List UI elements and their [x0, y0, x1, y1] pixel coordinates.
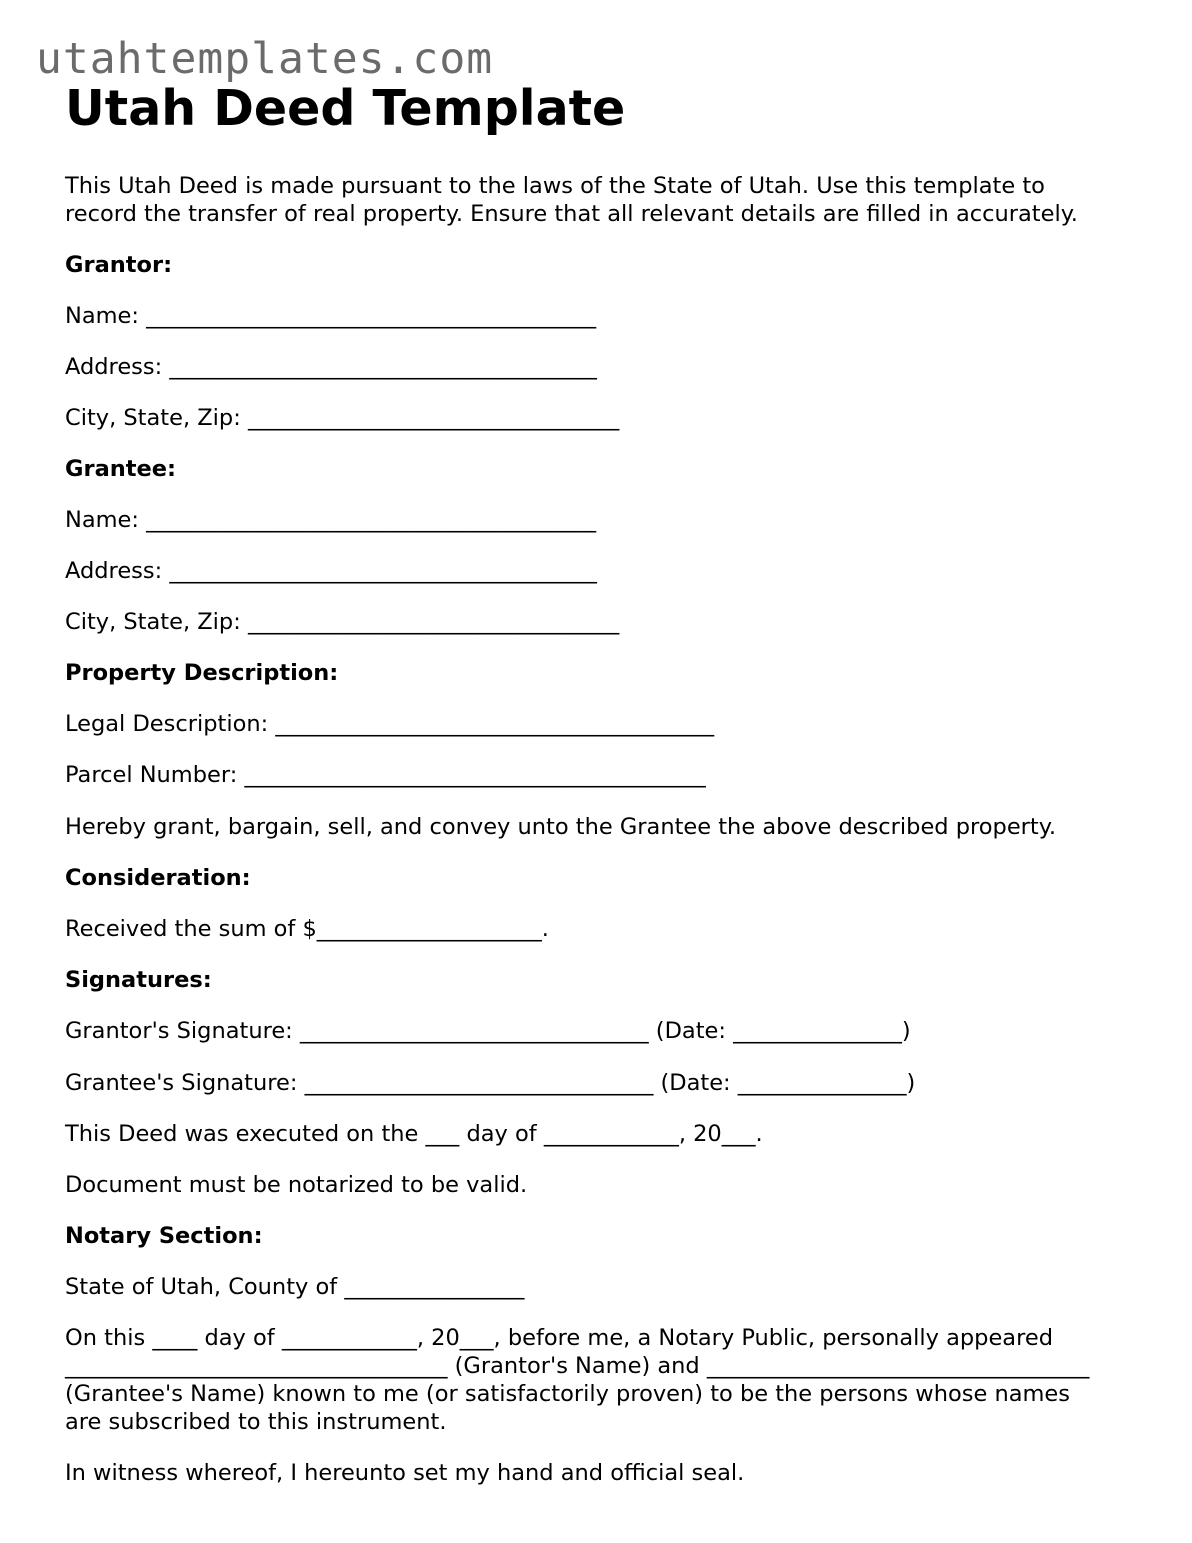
intro-line-1: This Utah Deed is made pursuant to the laws of the State of Utah. Use this template to: [65, 173, 1045, 199]
notary-heading: Notary Section:: [65, 1223, 263, 1249]
grantor-address-field[interactable]: Address: ______________________________________: [65, 354, 597, 380]
notary-paragraph-line-1[interactable]: On this ____ day of ____________, 20___, before me, a Notary Public, personally appeared: [65, 1325, 1053, 1351]
grantee-city-field[interactable]: City, State, Zip: _________________________________: [65, 609, 620, 635]
consideration-heading: Consideration:: [65, 865, 251, 891]
grantor-name-field[interactable]: Name: ________________________________________: [65, 303, 597, 329]
grantee-heading: Grantee:: [65, 456, 177, 482]
parcel-number-field[interactable]: Parcel Number: _________________________________________: [65, 762, 706, 788]
page-title: Utah Deed Template: [65, 80, 626, 137]
witness-statement: In witness whereof, I hereunto set my hand and official seal.: [65, 1460, 745, 1486]
notary-paragraph-line-2[interactable]: __________________________________ (Grantor's Name) and __________________________________: [65, 1353, 1090, 1379]
watermark: utahtemplates.com: [36, 34, 494, 84]
grantor-signature-field[interactable]: Grantor's Signature: _______________________________ (Date: _______________): [65, 1018, 911, 1044]
consideration-sum-field[interactable]: Received the sum of $____________________.: [65, 916, 549, 942]
notary-paragraph-line-4: are subscribed to this instrument.: [65, 1409, 447, 1435]
grantee-address-field[interactable]: Address: ______________________________________: [65, 558, 597, 584]
grantor-heading: Grantor:: [65, 252, 173, 278]
notarize-note: Document must be notarized to be valid.: [65, 1172, 528, 1198]
legal-description-field[interactable]: Legal Description: _______________________________________: [65, 711, 715, 737]
intro-line-2: record the transfer of real property. Ensure that all relevant details are filled in accurately.: [65, 201, 1078, 227]
notary-county-field[interactable]: State of Utah, County of ________________: [65, 1274, 525, 1300]
grantee-name-field[interactable]: Name: ________________________________________: [65, 507, 597, 533]
convey-statement: Hereby grant, bargain, sell, and convey unto the Grantee the above described property.: [65, 814, 1056, 840]
execution-date-field[interactable]: This Deed was executed on the ___ day of ____________, 20___.: [65, 1121, 763, 1147]
property-heading: Property Description:: [65, 660, 339, 686]
grantor-city-field[interactable]: City, State, Zip: _________________________________: [65, 405, 620, 431]
notary-paragraph-line-3: (Grantee's Name) known to me (or satisfactorily proven) to be the persons whose names: [65, 1381, 1070, 1407]
signatures-heading: Signatures:: [65, 967, 212, 993]
grantee-signature-field[interactable]: Grantee's Signature: _______________________________ (Date: _______________): [65, 1070, 916, 1096]
